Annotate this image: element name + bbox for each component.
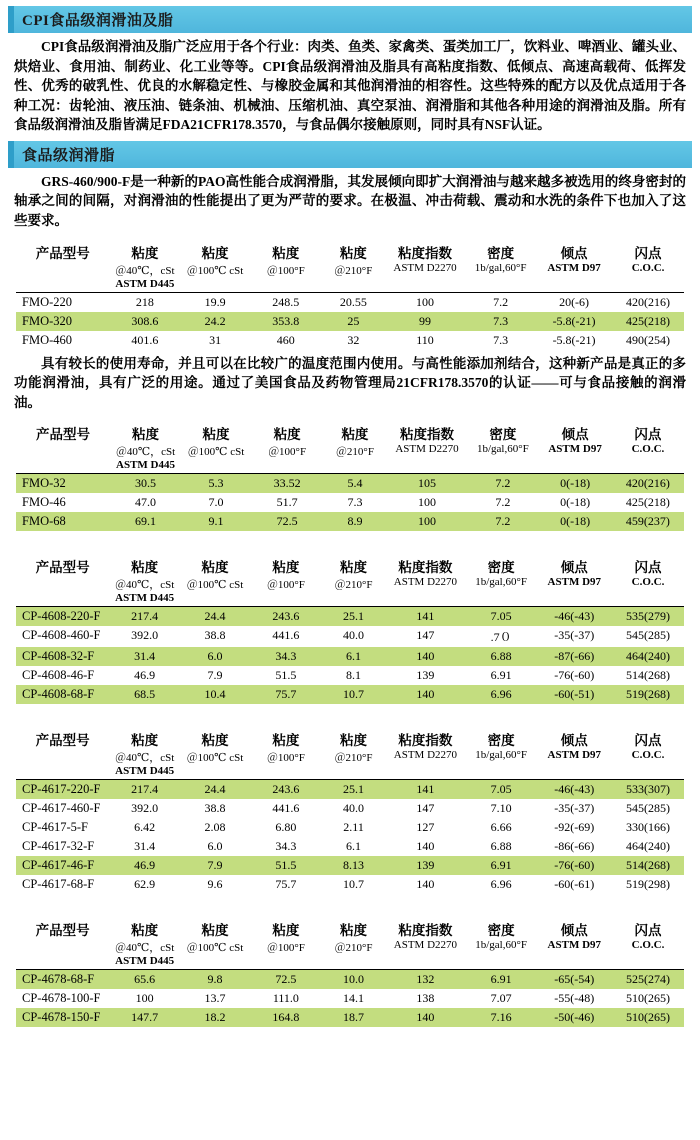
cell-v40: 46.9 [109,856,180,875]
cell-v40: 62.9 [134,877,156,892]
cell-flash: 514(268) [626,668,670,683]
cell-v210f: 20.55 [339,294,367,309]
header-viscosity-40c: 粘度 ＠40℃，cSt ASTM D445 [109,918,180,970]
cell-vi: 138 [416,991,435,1006]
section-header-cpi: CPI食品级润滑油及脂 [8,6,692,33]
cell-density: 7.10 [490,801,512,816]
cell-flash: 519(268) [612,685,684,704]
table-row [16,666,684,685]
spec-table-fmo-220 [16,241,684,350]
cell-pour: 0(-18) [538,512,612,531]
header-density: 密度 1b/gal,60°F [467,422,538,474]
cell-v40: 30.5 [110,474,181,494]
cell-density: 6.66 [490,820,512,835]
cell-density: 7.2 [467,512,538,531]
header-viscosity-index: 粘度指数 ASTM D2270 [385,918,466,970]
cell-v100f: 72.5 [251,512,323,531]
table-row [16,799,684,818]
cell-v100: 24.4 [180,780,250,800]
cell-density: 7.05 [466,780,537,800]
cell-density: 6.91 [466,970,537,990]
cell-vi: 147 [416,628,435,643]
cell-v210f: 5.4 [323,474,386,494]
header-model: 产品型号 [16,555,109,607]
cell-v210f: 14.1 [343,991,365,1006]
table-row [16,607,684,627]
header-viscosity-100c: 粘度 ＠100℃ cSt [180,555,250,607]
spacer [0,535,700,545]
cell-v100: 6.0 [180,647,250,666]
cell-vi: 100 [387,512,468,531]
cell-v100f: 111.0 [272,991,299,1006]
cell-model: FMO-68 [16,512,110,531]
cell-v40: 218 [135,294,154,309]
section-paragraph-grease: GRS-460/900-F是一种新的PAO高性能合成润滑脂，其发展倾向即扩大润滑油与越来越多被选用的终身密封的轴承之间的间隔，对润滑油的性能提出了更为严苛的要求。在极温、冲击荷载、震动和水洗的条件下也加入了这些要求。 [14,173,686,228]
cell-pour: -92(-69) [554,820,595,835]
header-viscosity-100f: 粘度 ＠100°F [250,728,322,780]
cell-pour: -5.8(-21) [552,332,596,347]
cell-v210f: 25 [322,312,385,331]
cell-flash: 533(307) [612,780,684,800]
cell-pour: -65(-54) [537,970,612,990]
cell-v40: 147.7 [109,1008,180,1027]
cell-v210f: 10.7 [322,685,385,704]
header-viscosity-index: 粘度指数 ASTM D2270 [387,422,468,474]
cell-v100f: 6.80 [275,820,297,835]
cell-model: CP-4678-150-F [16,1008,109,1027]
table-header-row [16,728,684,780]
table-header-row [16,422,684,474]
table-row [16,1008,684,1027]
cell-flash: 545(285) [626,801,670,816]
table-row [16,331,684,350]
cell-pour: -35(-37) [554,628,595,643]
cell-density: 7.2 [495,495,511,510]
header-viscosity-index: 粘度指数 ASTM D2270 [385,728,466,780]
cell-v100f: 164.8 [250,1008,322,1027]
table-row [16,856,684,875]
spec-table-cp-4608 [16,555,684,704]
cell-density: .7０ [490,630,512,645]
cell-v210f: 6.1 [322,647,385,666]
cell-pour: -86(-66) [554,839,595,854]
cell-v100: 18.2 [180,1008,250,1027]
header-viscosity-100f: 粘度 ＠100°F [250,555,322,607]
cell-pour: -46(-43) [537,780,612,800]
table-row [16,780,684,800]
table-row [16,312,684,331]
table-row [16,875,684,894]
cell-vi: 139 [416,668,435,683]
header-flash-point: 闪点 C.O.C. [612,241,684,293]
cell-pour: 0(-18) [560,495,591,510]
cell-v40: 31.4 [134,839,156,854]
cell-pour: -50(-46) [537,1008,612,1027]
table-body-cp-4678 [16,970,684,1028]
table-row [16,292,684,312]
table-body-cp-4608 [16,607,684,705]
header-viscosity-40c: 粘度 ＠40℃，cSt ASTM D445 [109,728,180,780]
cell-model: FMO-46 [22,495,66,510]
cell-density: 7.2 [467,474,538,494]
cell-v210f: 25.1 [322,607,385,627]
cell-v100: 7.9 [180,856,250,875]
header-flash-point: 闪点 C.O.C. [612,555,684,607]
cell-v100: 38.8 [204,628,226,643]
cell-v100: 19.9 [204,294,226,309]
document-page [0,6,700,1140]
cell-vi: 147 [416,801,435,816]
cell-v210f: 8.13 [322,856,385,875]
cell-model: CP-4608-46-F [22,668,95,683]
cell-pour: 0(-18) [538,474,612,494]
cell-flash: 514(268) [612,856,684,875]
header-model: 产品型号 [16,918,109,970]
header-viscosity-210f: 粘度 ＠210°F [322,918,385,970]
header-model: 产品型号 [16,728,109,780]
table-row [16,970,684,990]
header-viscosity-100c: 粘度 ＠100℃ cSt [180,918,250,970]
header-pour-point: 倾点 ASTM D97 [536,241,612,293]
cell-flash: 420(216) [626,294,671,309]
cell-v100: 7.0 [208,495,224,510]
header-pour-point: 倾点 ASTM D97 [537,918,612,970]
cell-flash: 490(254) [626,332,671,347]
cell-v100f: 33.52 [251,474,323,494]
header-pour-point: 倾点 ASTM D97 [537,728,612,780]
cell-model: CP-4617-46-F [16,856,109,875]
cell-v210f: 10.0 [322,970,385,990]
mid-paragraph: 具有较长的使用寿命，并且可以在比较广的温度范围内使用。与高性能添加剂结合，这种新产品是真正的多功能润滑油，具有广泛的用途。通过了美国食品及药物管理局21CFR178.3570的认证——可与食品接触的润滑油。 [14,355,686,410]
cell-vi: 100 [416,294,435,309]
cell-v40: 47.0 [135,495,157,510]
spec-table-cp-4617 [16,728,684,894]
cell-model: FMO-220 [22,294,73,309]
header-viscosity-210f: 粘度 ＠210°F [323,422,386,474]
cell-model: CP-4617-68-F [22,877,95,892]
table-row [16,989,684,1008]
cell-density: 6.88 [466,647,537,666]
cell-flash: 510(265) [626,991,670,1006]
cell-density: 7.3 [493,332,509,347]
table-header-row [16,918,684,970]
cell-v100: 10.4 [180,685,250,704]
cell-v40: 100 [135,991,154,1006]
cell-vi: 141 [385,780,466,800]
cell-pour: -5.8(-21) [536,312,612,331]
cell-model: CP-4608-32-F [16,647,109,666]
cell-model: FMO-460 [22,332,73,347]
header-density: 密度 1b/gal,60°F [466,918,537,970]
cell-v100: 9.1 [181,512,251,531]
table-row [16,685,684,704]
cell-v40: 65.6 [109,970,180,990]
cell-v100f: 248.5 [272,294,300,309]
cell-v40: 46.9 [134,668,156,683]
cell-v40: 31.4 [109,647,180,666]
header-flash-point: 闪点 C.O.C. [612,728,684,780]
cell-vi: 140 [385,1008,466,1027]
cell-v40: 308.6 [109,312,180,331]
cell-v100: 9.6 [207,877,223,892]
header-viscosity-100c: 粘度 ＠100℃ cSt [180,728,250,780]
cell-v100f: 51.7 [276,495,298,510]
spec-table-cp-4678 [16,918,684,1027]
cell-pour: -35(-37) [554,801,595,816]
cell-v40: 217.4 [109,780,180,800]
cell-pour: 20(-6) [559,294,590,309]
spacer [0,708,700,718]
header-viscosity-index: 粘度指数 ASTM D2270 [385,555,466,607]
cell-v210f: 8.9 [323,512,386,531]
cell-vi: 140 [416,877,435,892]
cell-v210f: 25.1 [322,780,385,800]
header-density: 密度 1b/gal,60°F [465,241,536,293]
cell-vi: 105 [387,474,468,494]
cell-flash: 330(166) [626,820,670,835]
cell-model: CP-4608-220-F [16,607,109,627]
cell-pour: -55(-48) [554,991,595,1006]
table-body-fmo-32 [16,474,684,532]
cell-v100f: 51.5 [250,856,322,875]
cell-vi: 132 [385,970,466,990]
cell-v100: 2.08 [204,820,226,835]
cell-vi: 110 [416,332,434,347]
cell-density: 6.96 [490,877,512,892]
cell-flash: 519(298) [626,877,670,892]
header-pour-point: 倾点 ASTM D97 [538,422,612,474]
cell-v100: 31 [209,332,222,347]
cell-pour: -76(-60) [554,668,595,683]
cell-v100: 38.8 [204,801,226,816]
cell-flash: 459(237) [612,512,684,531]
header-flash-point: 闪点 C.O.C. [612,422,684,474]
cell-flash: 464(240) [612,647,684,666]
cell-vi: 140 [385,647,466,666]
cell-vi: 139 [385,856,466,875]
cell-flash: 425(218) [612,312,684,331]
section-header-food-grade-grease: 食品级润滑脂 [8,141,692,168]
cell-density: 6.88 [490,839,512,854]
cell-model: CP-4678-68-F [16,970,109,990]
cell-v210f: 40.0 [343,801,365,816]
table-row [16,626,684,647]
cell-vi: 140 [385,685,466,704]
cell-model: CP-4617-32-F [22,839,95,854]
cell-model: CP-4608-68-F [16,685,109,704]
cell-v100f: 72.5 [250,970,322,990]
cell-density: 6.96 [466,685,537,704]
cell-model: CP-4678-100-F [22,991,101,1006]
cell-v210f: 7.3 [347,495,363,510]
cell-flash: 525(274) [612,970,684,990]
cell-v100f: 75.7 [275,877,297,892]
cell-density: 7.16 [466,1008,537,1027]
cell-v210f: 40.0 [343,628,365,643]
table-body-cp-4617 [16,780,684,895]
cell-vi: 141 [385,607,466,627]
cell-v210f: 8.1 [346,668,362,683]
cell-flash: 545(285) [626,628,670,643]
cell-flash: 425(218) [625,495,670,510]
cell-model: CP-4617-460-F [22,801,101,816]
cell-v100f: 353.8 [250,312,322,331]
cell-model: CP-4617-5-F [22,820,88,835]
cell-v100f: 460 [276,332,295,347]
header-viscosity-index: 粘度指数 ASTM D2270 [385,241,465,293]
spec-table-fmo-32 [16,422,684,531]
cell-v210f: 18.7 [322,1008,385,1027]
table-row [16,493,684,512]
cell-density: 7.3 [465,312,536,331]
header-viscosity-40c: 粘度 ＠40℃，cSt ASTM D445 [109,241,180,293]
header-viscosity-40c: 粘度 ＠40℃，cSt ASTM D445 [110,422,181,474]
header-density: 密度 1b/gal,60°F [466,555,537,607]
cell-v100f: 75.7 [250,685,322,704]
cell-v100f: 441.6 [272,801,300,816]
header-density: 密度 1b/gal,60°F [466,728,537,780]
header-viscosity-40c: 粘度 ＠40℃，cSt ASTM D445 [109,555,180,607]
header-viscosity-210f: 粘度 ＠210°F [322,728,385,780]
cell-v100f: 243.6 [250,607,322,627]
cell-v40: 217.4 [109,607,180,627]
cell-density: 7.2 [493,294,509,309]
cell-flash: 510(265) [612,1008,684,1027]
table-row [16,837,684,856]
header-viscosity-100c: 粘度 ＠100℃ cSt [180,241,249,293]
cell-flash: 464(240) [626,839,670,854]
cell-vi: 140 [416,839,435,854]
cell-v100f: 51.5 [275,668,297,683]
header-model: 产品型号 [16,422,110,474]
cell-flash: 420(216) [612,474,684,494]
cell-density: 6.91 [466,856,537,875]
cell-model: FMO-320 [16,312,109,331]
cell-v40: 69.1 [110,512,181,531]
cell-model: CP-4617-220-F [16,780,109,800]
cell-v100: 13.7 [204,991,226,1006]
cell-pour: -60(-51) [537,685,612,704]
header-viscosity-210f: 粘度 ＠210°F [322,241,385,293]
table-row [16,512,684,531]
cell-density: 7.07 [490,991,512,1006]
cell-v100f: 441.6 [272,628,300,643]
cell-v40: 392.0 [131,628,159,643]
cell-vi: 100 [417,495,436,510]
cell-v100f: 34.3 [250,647,322,666]
header-viscosity-210f: 粘度 ＠210°F [322,555,385,607]
cell-v40: 68.5 [109,685,180,704]
table-row [16,474,684,494]
cell-v210f: 32 [347,332,360,347]
cell-pour: -46(-43) [537,607,612,627]
cell-density: 7.05 [466,607,537,627]
header-viscosity-100f: 粘度 ＠100°F [250,918,322,970]
cell-flash: 535(279) [612,607,684,627]
cell-v100: 24.2 [180,312,249,331]
cell-v100: 5.3 [181,474,251,494]
spacer [0,898,700,908]
cell-v100: 24.4 [180,607,250,627]
table-row [16,647,684,666]
cell-pour: -76(-60) [537,856,612,875]
cell-v100: 7.9 [207,668,223,683]
cell-v100: 6.0 [207,839,223,854]
cell-model: FMO-32 [16,474,110,494]
table-row [16,818,684,837]
header-flash-point: 闪点 C.O.C. [612,918,684,970]
cell-density: 6.91 [490,668,512,683]
header-viscosity-100f: 粘度 ＠100°F [250,241,322,293]
cell-model: CP-4608-460-F [22,628,101,643]
cell-vi: 127 [416,820,435,835]
cell-v100f: 243.6 [250,780,322,800]
cell-v40: 401.6 [131,332,159,347]
header-pour-point: 倾点 ASTM D97 [537,555,612,607]
cell-pour: -60(-61) [554,877,595,892]
table-header-row [16,241,684,293]
section-paragraph-cpi: CPI食品级润滑油及脂广泛应用于各个行业：肉类、鱼类、家禽类、蛋类加工厂，饮料业、啤酒业、罐头业、烘焙业、食用油、制药业、化工业等等。CPI食品级润滑油及脂具有高粘度指数、低倾点、高速高载荷、低挥发性、优秀的破乳性、优良的水解稳定性、与橡胶金属和其他润滑油的相容性。这些特殊的配方以及优点适用于各种工况：齿轮油、液压油、链条油、机械油、压缩机油、真空泵油、润滑脂和其他各种用途的润滑油及脂。所有食品级润滑油及脂皆满足FDA21CFR178.3570，与食品偶尔接触原则，同时具有NSF认证。 [14,39,686,133]
cell-vi: 99 [385,312,465,331]
cell-v100: 9.8 [180,970,250,990]
cell-v210f: 2.11 [343,820,364,835]
cell-v100f: 34.3 [275,839,297,854]
header-viscosity-100c: 粘度 ＠100℃ cSt [181,422,251,474]
cell-v40: 392.0 [131,801,159,816]
table-body-fmo-220 [16,292,684,350]
cell-v210f: 6.1 [346,839,362,854]
cell-v210f: 10.7 [343,877,365,892]
cell-pour: -87(-66) [537,647,612,666]
table-header-row [16,555,684,607]
header-model: 产品型号 [16,241,109,293]
cell-v40: 6.42 [134,820,156,835]
header-viscosity-100f: 粘度 ＠100°F [251,422,323,474]
